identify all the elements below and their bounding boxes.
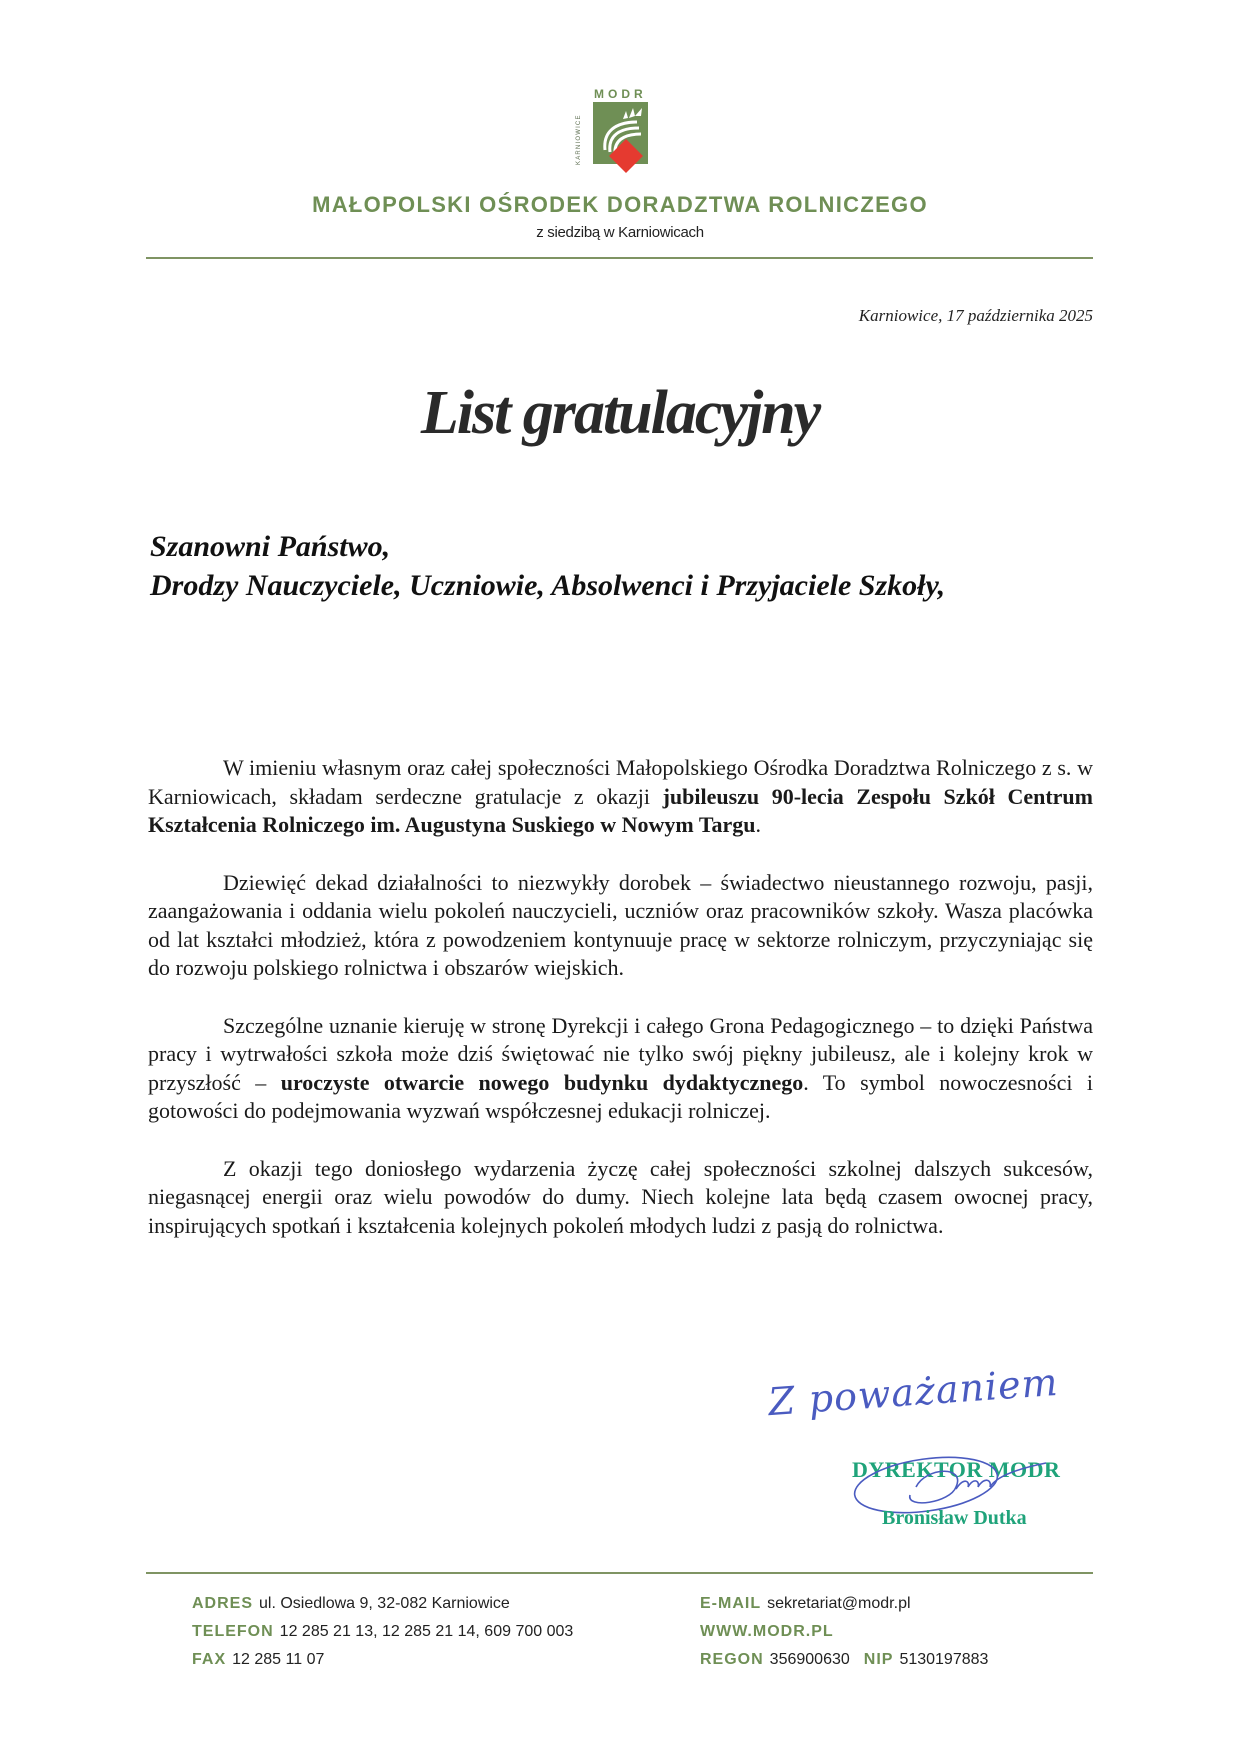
footer-divider: [146, 1572, 1093, 1574]
logo-text: MODR: [594, 87, 647, 101]
letter-body: [148, 754, 1093, 1269]
greeting-line: Drodzy Nauczyciele, Uczniowie, Absolwenci i Przyjaciele Szkoły,: [150, 569, 946, 602]
paragraph: [148, 1012, 1093, 1126]
logo-vertical-text: KARNIOWICE: [576, 114, 582, 165]
footer-value: 12 285 11 07: [232, 1651, 325, 1668]
letter-date: Karniowice, 17 października 2025: [858, 306, 1093, 325]
paragraph: [148, 754, 1093, 840]
paragraph-text: . To symbol nowoczesności i gotowości do podejmowania wyzwań współczesnej edukacji rolniczej.: [148, 1069, 1094, 1123]
paragraph-bold-text: uroczyste otwarcie nowego budynku dydaktycznego: [280, 1069, 804, 1095]
paragraph: Dziewięć dekad działalności to niezwykły dorobek – świadectwo nieustannego rozwoju, pasji, zaangażowania i oddania wielu pokoleń nauczycieli, uczniów oraz pracowników szkoły. Wasza placówka od lat kształci młodzież, która z powodzeniem kontynuuje pracę w sektorze rolniczym, przyczyniając się do rozwoju polskiego rolnictwa i obszarów wiejskich.: [148, 869, 1093, 980]
handwritten-closing: Z poważaniem: [766, 1359, 1060, 1425]
footer-address: [192, 1590, 573, 1618]
paragraph-text: .: [755, 812, 761, 837]
footer-value: 356900630: [769, 1651, 850, 1668]
director-stamp: [852, 1455, 1102, 1535]
footer-contact-left: [192, 1590, 573, 1674]
paragraph-text: W imieniu własnym oraz całej społeczności Małopolskiego Ośrodka Doradztwa Rolniczego z s. w Karniowicach, składam serdeczne gratulacje z okazji: [148, 755, 1093, 809]
organization-subtitle: z siedzibą w Karniowicach: [536, 224, 704, 241]
footer-website-link[interactable]: WWW.MODR.PL: [700, 1623, 834, 1640]
paragraph-bold-text: jubileuszu 90-lecia Zespołu Szkół Centrum Kształcenia Rolniczego im. Augustyna Suskiego w Nowym Targu: [148, 783, 1093, 837]
footer-value: 12 285 21 13, 12 285 21 14, 609 700 003: [279, 1623, 574, 1640]
footer-registry: [700, 1646, 988, 1674]
footer-contact-right: [700, 1590, 988, 1674]
header-divider: [146, 257, 1093, 259]
footer-label: ADRES: [192, 1595, 254, 1612]
footer-value: 5130197883: [899, 1651, 989, 1668]
stamp-title: DYREKTOR MODR: [852, 1457, 1061, 1482]
footer-website: [700, 1618, 988, 1646]
letter-greeting: [150, 527, 945, 605]
footer-label: NIP: [863, 1651, 894, 1668]
footer-email-link[interactable]: sekretariat@modr.pl: [767, 1595, 911, 1612]
footer-fax: [192, 1646, 573, 1674]
greeting-line: Szanowni Państwo,: [150, 530, 391, 563]
letter-title: List gratulacyjny: [420, 379, 820, 447]
footer-value: ul. Osiedlowa 9, 32-082 Karniowice: [259, 1595, 510, 1612]
footer-label: REGON: [700, 1651, 764, 1668]
stamp-name: Bronisław Dutka: [882, 1507, 1027, 1529]
modr-logo: [578, 88, 658, 184]
footer-label: TELEFON: [192, 1623, 274, 1640]
organization-name: MAŁOPOLSKI OŚRODEK DORADZTWA ROLNICZEGO: [312, 192, 928, 217]
paragraph-text: Szczególne uznanie kieruję w stronę Dyrekcji i całego Grona Pedagogicznego – to dzięki Państwa pracy i wytrwałości szkoła może dziś świętować nie tylko swój piękny jubileusz, ale i kolejny krok w przyszłość –: [148, 1012, 1093, 1095]
footer-label: E-MAIL: [700, 1595, 762, 1612]
footer-email: [700, 1590, 988, 1618]
paragraph: Z okazji tego doniosłego wydarzenia życzę całej społeczności szkolnej dalszych sukcesów, niegasnącej energii oraz wielu powodów do dumy. Niech kolejne lata będą czasem owocnej pracy, inspirujących spotkań i kształcenia kolejnych pokoleń młodych ludzi z pasją do rolnictwa.: [148, 1155, 1093, 1238]
footer-phone: [192, 1618, 573, 1646]
footer-label: FAX: [192, 1651, 227, 1668]
